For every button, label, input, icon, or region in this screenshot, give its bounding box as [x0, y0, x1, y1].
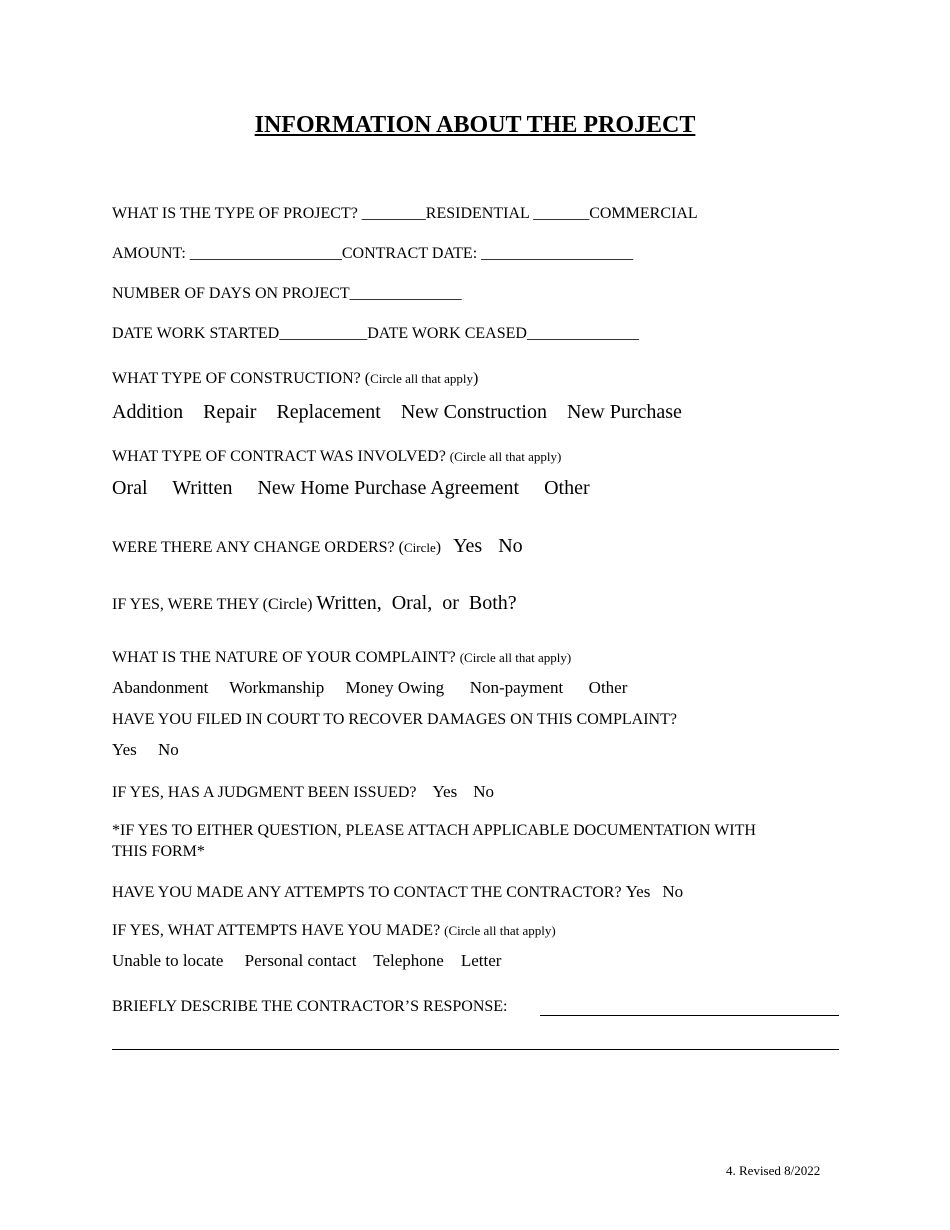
filed-label: HAVE YOU FILED IN COURT TO RECOVER DAMAGES ON THIS COMPLAINT? [112, 711, 677, 728]
attempt-option-letter[interactable]: Letter [460, 951, 502, 970]
attempt-option-unable-to-locate[interactable]: Unable to locate [112, 951, 224, 970]
contract-date-field[interactable]: CONTRACT DATE: ___________________ [341, 245, 634, 262]
nature-option-workmanship[interactable]: Workmanship [229, 678, 325, 697]
nature-hint: (Circle all that apply) [459, 650, 572, 665]
change-orders-label: WERE THERE ANY CHANGE ORDERS? ( [112, 539, 404, 556]
construction-option-repair[interactable]: Repair [203, 401, 257, 423]
construction-option-new-purchase[interactable]: New Purchase [566, 401, 682, 423]
dates-row [112, 325, 639, 343]
filed-question [112, 711, 677, 729]
response-label: BRIEFLY DESCRIBE THE CONTRACTOR’S RESPONSE: [112, 998, 508, 1015]
amount-field[interactable]: AMOUNT: ___________________ [112, 245, 342, 262]
change-orders-row [112, 535, 523, 558]
judgment-row [112, 782, 494, 802]
nature-option-non-payment[interactable]: Non-payment [469, 678, 564, 697]
nature-option-other[interactable]: Other [588, 678, 628, 697]
contract-options [112, 477, 590, 500]
attach-note-line1: *IF YES TO EITHER QUESTION, PLEASE ATTACH APPLICABLE DOCUMENTATION WITH [112, 822, 756, 839]
attempts-label: HAVE YOU MADE ANY ATTEMPTS TO CONTACT THE CONTRACTOR? [112, 884, 622, 901]
nature-option-money-owing[interactable]: Money Owing [345, 678, 445, 697]
construction-option-addition[interactable]: Addition [112, 401, 184, 423]
change-orders-yes[interactable]: Yes [453, 535, 483, 557]
date-work-ceased-field[interactable]: DATE WORK CEASED______________ [367, 325, 639, 342]
construction-question [112, 370, 478, 388]
nature-option-abandonment[interactable]: Abandonment [112, 678, 209, 697]
project-type-commercial[interactable]: COMMERCIAL [589, 205, 698, 222]
judgment-label: IF YES, HAS A JUDGMENT BEEN ISSUED? [112, 784, 417, 801]
contract-label: WHAT TYPE OF CONTRACT WAS INVOLVED? [112, 448, 446, 465]
date-work-started-field[interactable]: DATE WORK STARTED___________ [112, 325, 368, 342]
construction-option-replacement[interactable]: Replacement [276, 401, 381, 423]
attempts-option-yes[interactable]: Yes [625, 882, 651, 901]
project-type-residential[interactable]: RESIDENTIAL _______ [425, 205, 590, 222]
contract-question [112, 448, 561, 466]
change-orders-kind-row [112, 592, 517, 615]
days-row [112, 285, 462, 303]
contract-option-written[interactable]: Written [172, 477, 233, 499]
what-attempts-question [112, 922, 556, 940]
attempts-row [112, 882, 683, 902]
days-on-project-field[interactable]: NUMBER OF DAYS ON PROJECT______________ [112, 285, 462, 302]
contract-hint: (Circle all that apply) [449, 449, 562, 464]
page-title: INFORMATION ABOUT THE PROJECT [254, 112, 696, 138]
change-orders-no[interactable]: No [498, 535, 523, 557]
attempt-option-personal-contact[interactable]: Personal contact [244, 951, 357, 970]
project-type-row [112, 205, 698, 223]
change-orders-kind-options[interactable]: Written, Oral, or Both? [316, 592, 517, 614]
change-orders-hint: Circle [403, 540, 436, 555]
attempts-option-no[interactable]: No [662, 882, 684, 901]
attempt-option-telephone[interactable]: Telephone [373, 951, 444, 970]
construction-options [112, 401, 682, 424]
nature-label: WHAT IS THE NATURE OF YOUR COMPLAINT? [112, 649, 456, 666]
contract-option-new-home-purchase[interactable]: New Home Purchase Agreement [257, 477, 520, 499]
filed-options [112, 740, 179, 760]
judgment-option-no[interactable]: No [473, 782, 494, 801]
amount-row [112, 245, 633, 263]
change-orders-close: ) [435, 539, 442, 556]
construction-label: WHAT TYPE OF CONSTRUCTION? ( [112, 370, 371, 387]
attach-note-line2: THIS FORM* [112, 843, 205, 860]
filed-option-yes[interactable]: Yes [112, 740, 137, 759]
construction-option-new-construction[interactable]: New Construction [400, 401, 547, 423]
judgment-option-yes[interactable]: Yes [432, 782, 458, 801]
nature-question [112, 649, 571, 667]
construction-hint: Circle all that apply [370, 371, 473, 386]
change-orders-kind-label: IF YES, WERE THEY (Circle) [112, 596, 313, 613]
what-attempts-options [112, 951, 501, 971]
filed-option-no[interactable]: No [158, 740, 179, 759]
what-attempts-label: IF YES, WHAT ATTEMPTS HAVE YOU MADE? [112, 922, 441, 939]
contract-option-oral[interactable]: Oral [112, 477, 148, 499]
nature-options [112, 678, 627, 698]
response-line-1[interactable] [540, 1015, 839, 1016]
project-type-label: WHAT IS THE TYPE OF PROJECT? ________ [112, 205, 426, 222]
construction-close: ) [472, 370, 479, 387]
what-attempts-hint: (Circle all that apply) [444, 923, 556, 938]
page-footer: 4. Revised 8/2022 [726, 1163, 821, 1178]
response-line-2[interactable] [112, 1049, 839, 1050]
contract-option-other[interactable]: Other [544, 477, 590, 499]
